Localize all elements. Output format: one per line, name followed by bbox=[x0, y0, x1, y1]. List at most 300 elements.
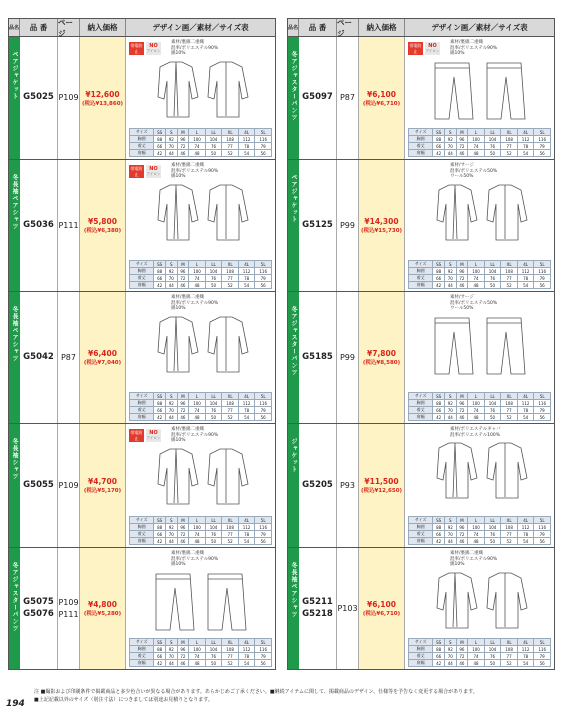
size-cell: 100 bbox=[189, 646, 206, 653]
price-cell bbox=[359, 548, 405, 669]
price: ¥6,400 bbox=[88, 349, 117, 358]
size-cell: 88 bbox=[433, 136, 445, 143]
size-cell: 96 bbox=[456, 400, 468, 407]
size-cell: 46 bbox=[177, 660, 189, 667]
size-cell: 72 bbox=[456, 275, 468, 282]
product-category: ペアジャケット bbox=[9, 37, 20, 159]
size-cell: 肩幅 bbox=[409, 414, 433, 421]
size-cell: 胸囲 bbox=[409, 136, 433, 143]
size-header-cell: M bbox=[177, 261, 189, 268]
no-iron-icon: NO アイロン bbox=[146, 166, 161, 176]
size-cell: 96 bbox=[456, 646, 468, 653]
size-cell: 96 bbox=[177, 524, 189, 531]
size-cell: 72 bbox=[177, 653, 189, 660]
size-cell: 着丈 bbox=[409, 143, 433, 150]
size-header-cell: L bbox=[468, 517, 485, 524]
size-cell: 88 bbox=[433, 646, 445, 653]
page-refs bbox=[58, 160, 80, 291]
price-cell bbox=[359, 292, 405, 423]
size-header-cell: 4L bbox=[238, 393, 255, 400]
size-cell: 66 bbox=[154, 143, 166, 150]
size-cell: 78 bbox=[517, 275, 534, 282]
material-line: 混率/ポリエステル90% bbox=[171, 556, 219, 562]
size-cell: 44 bbox=[444, 282, 456, 289]
header-cat: 品名 bbox=[9, 19, 20, 36]
page-refs bbox=[58, 424, 80, 547]
size-cell: 92 bbox=[165, 268, 177, 275]
feature-badges bbox=[408, 42, 440, 55]
header-design: デザイン画／素材／サイズ表 bbox=[431, 23, 528, 32]
size-cell: 72 bbox=[177, 275, 189, 282]
no-iron-icon: NO アイロン bbox=[425, 43, 440, 53]
pants-illustration bbox=[425, 59, 535, 121]
size-header-cell: サイズ bbox=[409, 639, 433, 646]
size-cell: 70 bbox=[444, 531, 456, 538]
size-cell: 79 bbox=[255, 407, 272, 414]
size-header-cell: XL bbox=[501, 393, 518, 400]
size-cell: 88 bbox=[154, 136, 166, 143]
size-header-cell: 4L bbox=[517, 129, 534, 136]
material-line: 素材/サージ bbox=[450, 295, 474, 300]
product-code: G5205 bbox=[302, 479, 333, 490]
size-header-cell: XL bbox=[222, 129, 239, 136]
material-line: 素材/裏綿二重織 bbox=[450, 551, 484, 556]
pants-illustration bbox=[146, 570, 256, 632]
antistatic-icon: 帯電防止 bbox=[130, 42, 143, 54]
size-cell: 70 bbox=[165, 275, 177, 282]
size-cell: 48 bbox=[468, 414, 485, 421]
size-cell: 92 bbox=[444, 400, 456, 407]
size-header-cell: 4L bbox=[238, 261, 255, 268]
size-cell: 108 bbox=[501, 524, 518, 531]
design-cell bbox=[126, 37, 275, 159]
size-cell: 54 bbox=[517, 150, 534, 157]
size-cell: 112 bbox=[517, 268, 534, 275]
size-header-cell: サイズ bbox=[130, 517, 154, 524]
material-line: 綿10% bbox=[171, 438, 186, 444]
size-cell: 70 bbox=[444, 653, 456, 660]
page-refs bbox=[337, 37, 359, 159]
size-header-cell: S bbox=[444, 639, 456, 646]
product-code: G5075 bbox=[23, 596, 54, 607]
size-cell: 108 bbox=[222, 524, 239, 531]
size-cell: 50 bbox=[205, 414, 222, 421]
size-header-cell: サイズ bbox=[130, 261, 154, 268]
size-header-cell: M bbox=[177, 639, 189, 646]
size-header-cell: L bbox=[189, 393, 206, 400]
size-cell: 52 bbox=[222, 538, 239, 545]
size-cell: 108 bbox=[222, 136, 239, 143]
size-cell: 88 bbox=[433, 268, 445, 275]
header-code: 品 番 bbox=[299, 19, 337, 36]
size-cell: 56 bbox=[255, 282, 272, 289]
size-cell: 96 bbox=[456, 524, 468, 531]
size-cell: 48 bbox=[189, 150, 206, 157]
size-cell: 48 bbox=[189, 538, 206, 545]
header-page: ページ bbox=[337, 19, 359, 36]
size-header-cell: S bbox=[444, 129, 456, 136]
size-table bbox=[408, 516, 551, 545]
price-with-tax: (税込¥6,710) bbox=[362, 611, 401, 617]
size-cell: 104 bbox=[205, 646, 222, 653]
size-cell: 56 bbox=[534, 282, 551, 289]
size-cell: 48 bbox=[189, 414, 206, 421]
size-cell: 50 bbox=[205, 282, 222, 289]
design-cell bbox=[405, 424, 554, 547]
size-header-cell: 5L bbox=[534, 517, 551, 524]
header-page: ページ bbox=[58, 19, 80, 36]
size-cell: 着丈 bbox=[130, 531, 154, 538]
size-cell: 46 bbox=[456, 150, 468, 157]
size-cell: 42 bbox=[154, 538, 166, 545]
page-ref: P87 bbox=[339, 93, 355, 103]
size-cell: 74 bbox=[189, 407, 206, 414]
size-header-cell: サイズ bbox=[409, 517, 433, 524]
design-cell bbox=[405, 548, 554, 669]
left-column bbox=[8, 18, 276, 670]
material-info bbox=[171, 427, 272, 444]
size-cell: 112 bbox=[238, 268, 255, 275]
size-cell: 胸囲 bbox=[130, 646, 154, 653]
page-ref: P111 bbox=[58, 220, 79, 230]
size-cell: 44 bbox=[165, 282, 177, 289]
size-header-cell: M bbox=[177, 393, 189, 400]
size-cell: 92 bbox=[444, 268, 456, 275]
size-cell: 74 bbox=[189, 531, 206, 538]
size-cell: 104 bbox=[205, 400, 222, 407]
size-cell: 70 bbox=[165, 407, 177, 414]
size-cell: 70 bbox=[165, 531, 177, 538]
price-cell bbox=[80, 292, 126, 423]
material-info bbox=[450, 163, 551, 180]
size-header-cell: サイズ bbox=[409, 261, 433, 268]
no-iron-icon: NO アイロン bbox=[146, 43, 161, 53]
material-line: 素材/裏綿二重織 bbox=[450, 40, 484, 45]
size-cell: 92 bbox=[165, 400, 177, 407]
table-header bbox=[288, 19, 554, 37]
size-cell: 46 bbox=[456, 282, 468, 289]
size-cell: 着丈 bbox=[409, 653, 433, 660]
size-header-cell: 4L bbox=[238, 517, 255, 524]
size-cell: 54 bbox=[517, 660, 534, 667]
size-cell: 77 bbox=[501, 275, 518, 282]
size-cell: 116 bbox=[534, 268, 551, 275]
size-header-cell: SS bbox=[433, 261, 445, 268]
product-code: G5055 bbox=[23, 479, 54, 490]
material-line: 混率/ポリエステル90% bbox=[171, 300, 219, 306]
material-line: 素材/裏綿二重織 bbox=[171, 427, 205, 432]
price-with-tax: (税込¥8,580) bbox=[362, 360, 401, 366]
price-with-tax: (税込¥5,170) bbox=[83, 488, 122, 494]
size-cell: 77 bbox=[501, 531, 518, 538]
size-cell: 76 bbox=[205, 275, 222, 282]
size-cell: 胸囲 bbox=[409, 400, 433, 407]
size-cell: 77 bbox=[222, 143, 239, 150]
product-row bbox=[288, 548, 554, 669]
price-cell bbox=[80, 37, 126, 159]
price: ¥6,100 bbox=[367, 600, 396, 609]
table-header bbox=[9, 19, 275, 37]
size-cell: 72 bbox=[456, 143, 468, 150]
size-cell: 88 bbox=[154, 400, 166, 407]
size-header-cell: XL bbox=[222, 393, 239, 400]
size-cell: 92 bbox=[444, 136, 456, 143]
size-cell: 胸囲 bbox=[409, 268, 433, 275]
size-cell: 胸囲 bbox=[409, 524, 433, 531]
size-cell: 77 bbox=[222, 531, 239, 538]
product-codes bbox=[299, 292, 337, 423]
size-header-cell: LL bbox=[205, 261, 222, 268]
size-cell: 着丈 bbox=[409, 531, 433, 538]
size-header-cell: M bbox=[456, 639, 468, 646]
size-cell: 88 bbox=[154, 646, 166, 653]
size-cell: 74 bbox=[468, 653, 485, 660]
size-cell: 66 bbox=[154, 531, 166, 538]
size-cell: 78 bbox=[238, 407, 255, 414]
material-line: 混率/ポリエステル90% bbox=[450, 556, 498, 562]
size-cell: 76 bbox=[205, 531, 222, 538]
page-refs bbox=[337, 292, 359, 423]
size-header-cell: L bbox=[468, 393, 485, 400]
price: ¥5,800 bbox=[88, 217, 117, 226]
size-cell: 116 bbox=[534, 136, 551, 143]
footnote-1: 注 ■撮影および印刷条件で掲載商品と多少色合いが異なる場合があります。あらかじめご了承ください。■継続アイテムに関して、掲載商品のデザイン、仕様等を予告なく変更する場合があります。 bbox=[34, 689, 478, 695]
size-cell: 100 bbox=[189, 136, 206, 143]
size-cell: 77 bbox=[501, 653, 518, 660]
size-cell: 48 bbox=[468, 282, 485, 289]
size-cell: 78 bbox=[238, 275, 255, 282]
size-cell: 胸囲 bbox=[130, 268, 154, 275]
size-header-cell: LL bbox=[205, 517, 222, 524]
size-cell: 56 bbox=[255, 538, 272, 545]
size-header-cell: 5L bbox=[534, 261, 551, 268]
product-category: 冬アジャスターパンツ bbox=[288, 292, 299, 423]
material-line: 混率/ポリエステル90% bbox=[171, 45, 219, 51]
size-cell: 肩幅 bbox=[409, 282, 433, 289]
size-cell: 78 bbox=[517, 653, 534, 660]
feature-badges bbox=[129, 429, 161, 442]
size-header-cell: S bbox=[165, 639, 177, 646]
material-line: 綿10% bbox=[171, 51, 186, 57]
no-iron-icon: NO アイロン bbox=[146, 430, 161, 440]
size-cell: 112 bbox=[238, 136, 255, 143]
material-line: 素材/裏綿二重織 bbox=[171, 295, 205, 300]
size-header-cell: サイズ bbox=[130, 393, 154, 400]
price-with-tax: (税込¥12,650) bbox=[360, 488, 403, 494]
size-cell: 70 bbox=[165, 143, 177, 150]
size-cell: 44 bbox=[165, 150, 177, 157]
size-cell: 54 bbox=[238, 282, 255, 289]
size-cell: 112 bbox=[517, 400, 534, 407]
size-header-cell: S bbox=[165, 517, 177, 524]
size-cell: 44 bbox=[165, 538, 177, 545]
material-line: 素材/裏綿二重織 bbox=[171, 40, 205, 45]
size-cell: 100 bbox=[189, 400, 206, 407]
size-cell: 108 bbox=[222, 268, 239, 275]
size-cell: 66 bbox=[433, 531, 445, 538]
size-cell: 92 bbox=[165, 136, 177, 143]
size-cell: 76 bbox=[484, 407, 501, 414]
size-cell: 72 bbox=[456, 653, 468, 660]
size-cell: 50 bbox=[205, 538, 222, 545]
page-refs bbox=[58, 37, 80, 159]
size-cell: 79 bbox=[534, 407, 551, 414]
size-header-cell: XL bbox=[222, 639, 239, 646]
product-codes bbox=[20, 37, 58, 159]
size-cell: 52 bbox=[222, 150, 239, 157]
size-cell: 92 bbox=[444, 646, 456, 653]
size-header-cell: サイズ bbox=[409, 393, 433, 400]
size-cell: 胸囲 bbox=[409, 646, 433, 653]
size-cell: 肩幅 bbox=[409, 150, 433, 157]
product-code: G5211 bbox=[302, 596, 333, 607]
product-category: 冬アジャスターパンツ bbox=[9, 548, 20, 669]
size-cell: 44 bbox=[444, 660, 456, 667]
size-cell: 56 bbox=[255, 150, 272, 157]
product-codes bbox=[299, 548, 337, 669]
size-cell: 42 bbox=[433, 414, 445, 421]
size-cell: 52 bbox=[501, 282, 518, 289]
material-line: 綿10% bbox=[171, 562, 186, 568]
jacket-illustration bbox=[146, 59, 256, 121]
size-header-cell: XL bbox=[501, 129, 518, 136]
jacket-illustration bbox=[146, 182, 256, 244]
material-line: 素材/裏綿二重織 bbox=[171, 551, 205, 556]
size-cell: 96 bbox=[177, 646, 189, 653]
size-cell: 112 bbox=[517, 646, 534, 653]
price: ¥11,500 bbox=[364, 477, 399, 486]
price-cell bbox=[359, 160, 405, 291]
antistatic-icon: 帯電防止 bbox=[130, 429, 143, 441]
product-row bbox=[9, 292, 275, 424]
size-header-cell: 5L bbox=[255, 393, 272, 400]
product-codes bbox=[20, 292, 58, 423]
page-ref: P99 bbox=[339, 220, 355, 230]
size-cell: 50 bbox=[484, 660, 501, 667]
header-cat: 品名 bbox=[288, 19, 299, 36]
size-cell: 着丈 bbox=[409, 275, 433, 282]
size-header-cell: L bbox=[468, 129, 485, 136]
product-row bbox=[9, 37, 275, 160]
size-cell: 104 bbox=[484, 268, 501, 275]
size-header-cell: 5L bbox=[255, 129, 272, 136]
price-with-tax: (税込¥5,280) bbox=[83, 611, 122, 617]
size-cell: 46 bbox=[456, 660, 468, 667]
size-cell: 着丈 bbox=[130, 143, 154, 150]
size-cell: 76 bbox=[484, 143, 501, 150]
material-line: 素材/ポリエステルギャバ bbox=[450, 427, 501, 432]
size-table bbox=[129, 128, 272, 157]
material-line: 素材/サージ bbox=[450, 163, 474, 168]
size-cell: 96 bbox=[177, 268, 189, 275]
size-header-cell: SS bbox=[154, 261, 166, 268]
size-cell: 76 bbox=[205, 653, 222, 660]
page-refs bbox=[58, 548, 80, 669]
size-cell: 104 bbox=[205, 524, 222, 531]
size-cell: 92 bbox=[165, 524, 177, 531]
price-with-tax: (税込¥6,380) bbox=[83, 228, 122, 234]
size-cell: 116 bbox=[255, 400, 272, 407]
size-header-cell: SS bbox=[154, 393, 166, 400]
size-cell: 77 bbox=[501, 143, 518, 150]
size-cell: 66 bbox=[154, 653, 166, 660]
size-cell: 着丈 bbox=[409, 407, 433, 414]
product-row bbox=[9, 424, 275, 548]
page-refs bbox=[337, 424, 359, 547]
page-ref: P103 bbox=[337, 603, 358, 613]
size-cell: 46 bbox=[177, 538, 189, 545]
size-header-cell: L bbox=[189, 261, 206, 268]
size-header-cell: 4L bbox=[517, 393, 534, 400]
material-line: 混率/ポリエステル90% bbox=[450, 45, 498, 51]
design-cell bbox=[405, 160, 554, 291]
size-cell: 78 bbox=[517, 531, 534, 538]
size-cell: 56 bbox=[255, 660, 272, 667]
size-cell: 48 bbox=[468, 150, 485, 157]
size-cell: 50 bbox=[205, 660, 222, 667]
size-cell: 76 bbox=[205, 407, 222, 414]
size-cell: 50 bbox=[484, 538, 501, 545]
size-header-cell: S bbox=[444, 393, 456, 400]
header-code: 品 番 bbox=[20, 19, 58, 36]
size-cell: 100 bbox=[189, 268, 206, 275]
product-codes bbox=[299, 37, 337, 159]
size-header-cell: XL bbox=[501, 261, 518, 268]
size-header-cell: SS bbox=[154, 639, 166, 646]
product-code: G5025 bbox=[23, 92, 54, 103]
price-cell bbox=[80, 160, 126, 291]
size-cell: 74 bbox=[468, 531, 485, 538]
size-cell: 48 bbox=[189, 660, 206, 667]
size-header-cell: XL bbox=[222, 517, 239, 524]
size-header-cell: LL bbox=[484, 639, 501, 646]
size-cell: 74 bbox=[468, 407, 485, 414]
material-info bbox=[171, 163, 272, 180]
size-cell: 104 bbox=[205, 268, 222, 275]
size-header-cell: 5L bbox=[534, 129, 551, 136]
size-cell: 108 bbox=[222, 400, 239, 407]
size-cell: 76 bbox=[484, 531, 501, 538]
size-cell: 52 bbox=[222, 282, 239, 289]
size-cell: 112 bbox=[238, 524, 255, 531]
design-cell bbox=[405, 292, 554, 423]
size-cell: 54 bbox=[238, 150, 255, 157]
product-category: 冬長袖ペアシャツ bbox=[288, 548, 299, 669]
material-line: 混率/ポリエステル50% bbox=[450, 168, 498, 174]
size-cell: 76 bbox=[484, 275, 501, 282]
size-cell: 79 bbox=[255, 653, 272, 660]
product-row bbox=[9, 160, 275, 292]
material-info bbox=[171, 551, 272, 568]
size-cell: 70 bbox=[444, 275, 456, 282]
size-cell: 116 bbox=[255, 646, 272, 653]
size-cell: 88 bbox=[433, 524, 445, 531]
page-refs bbox=[337, 548, 359, 669]
size-header-cell: XL bbox=[222, 261, 239, 268]
size-header-cell: LL bbox=[205, 393, 222, 400]
design-cell bbox=[126, 548, 275, 669]
page-ref: P111 bbox=[58, 609, 79, 619]
product-category: 冬長袖ペアシャツ bbox=[9, 292, 20, 423]
size-cell: 44 bbox=[444, 414, 456, 421]
size-cell: 56 bbox=[255, 414, 272, 421]
size-cell: 肩幅 bbox=[130, 282, 154, 289]
size-cell: 74 bbox=[189, 653, 206, 660]
material-info bbox=[450, 427, 551, 438]
size-cell: 70 bbox=[444, 407, 456, 414]
price: ¥12,600 bbox=[85, 89, 120, 99]
size-cell: 肩幅 bbox=[409, 538, 433, 545]
